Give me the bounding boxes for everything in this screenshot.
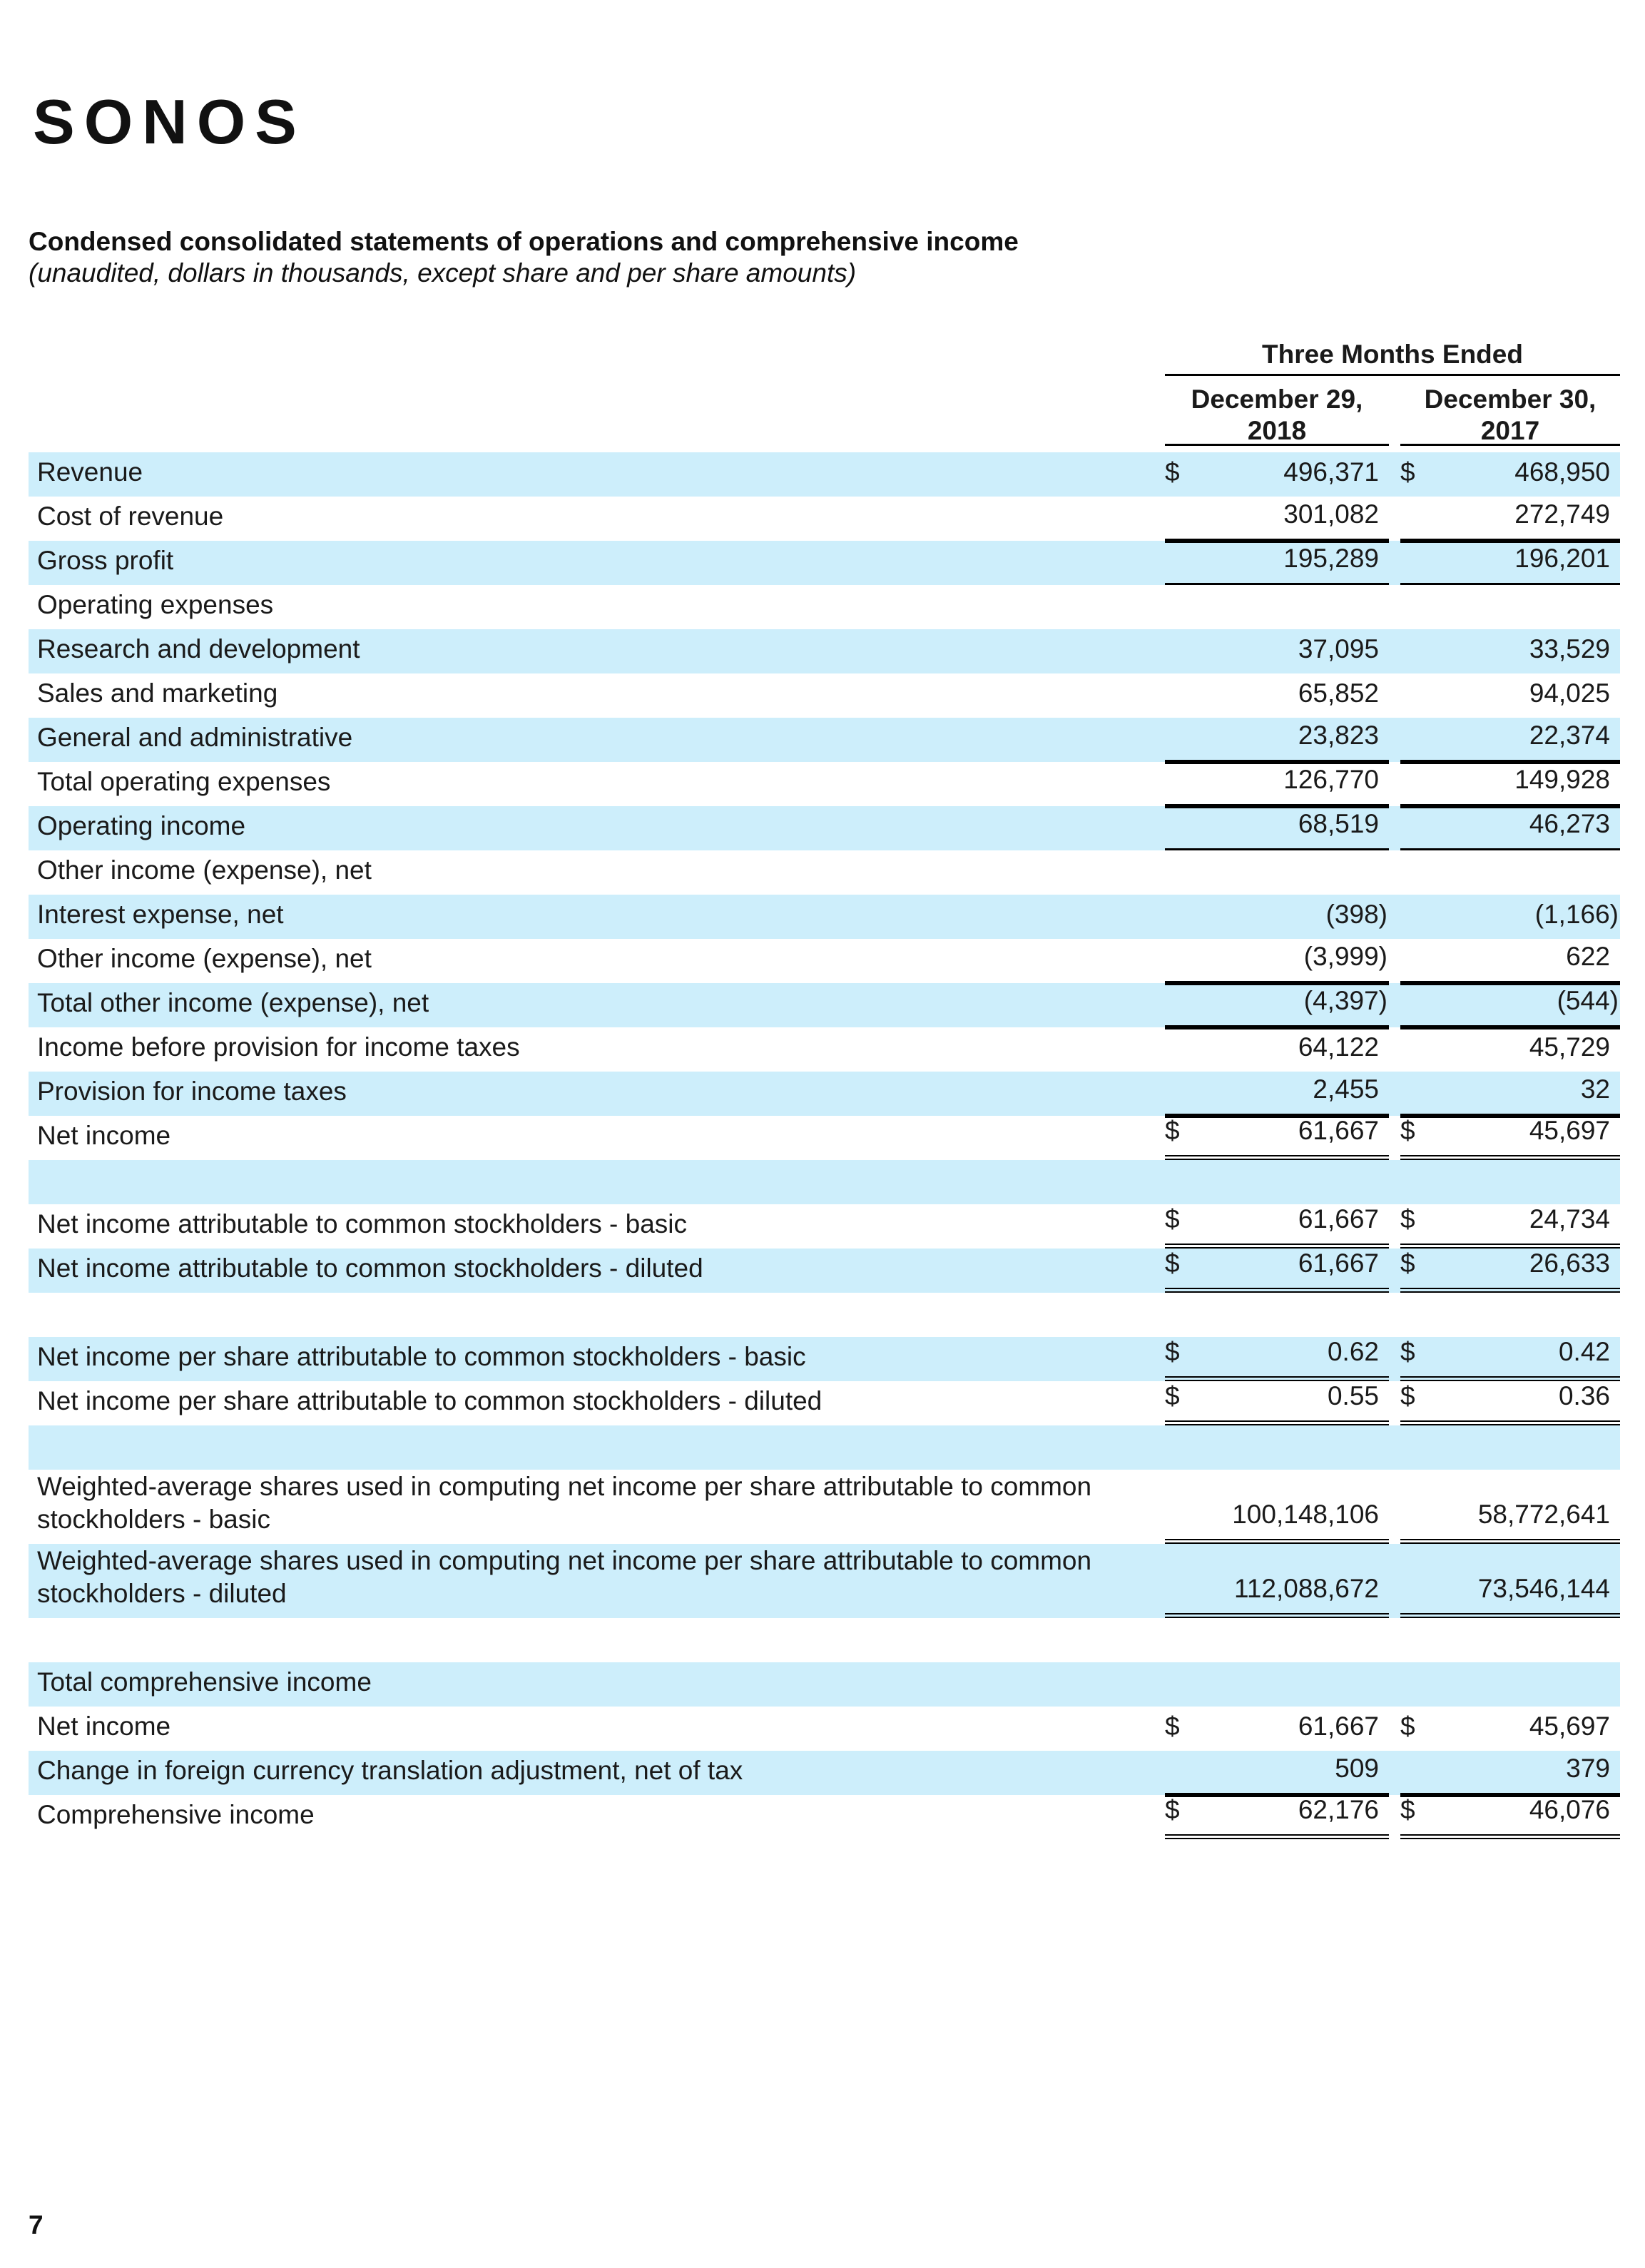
table-row [29, 895, 1620, 939]
statement-title: Condensed consolidated statements of operations and comprehensive income [29, 227, 1019, 256]
value: 196,201 [1514, 544, 1610, 573]
column-header-text: December 30, 2017 [1424, 385, 1596, 445]
value-cell [1400, 718, 1620, 762]
spacer-row [29, 1160, 1620, 1204]
value-cell [1165, 585, 1389, 629]
value: 301,082 [1283, 499, 1379, 529]
table-row [29, 452, 1620, 497]
row-label: Net income per share attributable to common stockholders - basic [37, 1342, 806, 1371]
currency-symbol: $ [1400, 1116, 1415, 1145]
column-header-dec-30-2017 [1400, 384, 1620, 446]
value: 58,772,641 [1477, 1500, 1610, 1529]
value-cell [1400, 1425, 1620, 1470]
value: 62,176 [1298, 1795, 1379, 1824]
value: 195,289 [1283, 544, 1379, 573]
value-cell [1165, 718, 1389, 762]
row-label: Other income (expense), net [37, 944, 372, 973]
value: 496,371 [1283, 457, 1379, 487]
value-cell [1400, 1337, 1620, 1381]
row-label: Sales and marketing [37, 678, 278, 708]
row-label: General and administrative [37, 723, 353, 752]
row-label: Total other income (expense), net [37, 988, 429, 1017]
value: 0.42 [1558, 1337, 1610, 1366]
currency-symbol: $ [1400, 1249, 1415, 1278]
table-row [29, 1751, 1620, 1795]
value-cell [1165, 541, 1389, 585]
value-cell [1165, 1751, 1389, 1795]
value-cell [1400, 1249, 1620, 1293]
row-label: Other income (expense), net [37, 855, 372, 885]
value: 26,633 [1529, 1249, 1610, 1278]
value: 509 [1335, 1754, 1379, 1783]
value-cell [1165, 1027, 1389, 1072]
table-row [29, 497, 1620, 541]
row-label: Net income per share attributable to common stockholders - diluted [37, 1386, 822, 1415]
row-label: Net income attributable to common stockholders - basic [37, 1209, 688, 1239]
currency-symbol: $ [1165, 1381, 1180, 1410]
value-cell [1400, 1707, 1620, 1751]
value: (3,999) [1303, 942, 1387, 971]
value-cell [1165, 1072, 1389, 1116]
value-cell [1400, 1662, 1620, 1707]
value-cell [1400, 850, 1620, 895]
value-cell [1400, 452, 1620, 497]
currency-symbol: $ [1400, 1795, 1415, 1824]
value-cell [1400, 673, 1620, 718]
value: 0.55 [1327, 1381, 1379, 1410]
value-cell [1400, 1204, 1620, 1249]
row-label: Change in foreign currency translation adjustment, net of tax [37, 1756, 743, 1785]
row-label: Cost of revenue [37, 502, 224, 531]
value-cell [1165, 1337, 1389, 1381]
value-cell [1400, 1618, 1620, 1662]
value: 272,749 [1514, 499, 1610, 529]
table-row [29, 585, 1620, 629]
currency-symbol: $ [1165, 1204, 1180, 1234]
value-cell [1165, 1662, 1389, 1707]
row-label: Income before provision for income taxes [37, 1032, 520, 1062]
value: 2,455 [1313, 1074, 1379, 1104]
row-label: Weighted-average shares used in computing net income per share attributable to common stockholders - diluted [37, 1546, 1092, 1608]
value-cell [1400, 1751, 1620, 1795]
row-label: Net income attributable to common stockholders - diluted [37, 1253, 703, 1283]
column-header-dec-29-2018 [1165, 384, 1389, 446]
value-cell [1165, 1293, 1389, 1337]
value: 46,076 [1529, 1795, 1610, 1824]
table-row [29, 1027, 1620, 1072]
value: 149,928 [1514, 765, 1610, 794]
value-cell [1165, 1381, 1389, 1425]
currency-symbol: $ [1400, 457, 1415, 487]
table-row [29, 1470, 1620, 1544]
row-label: Operating income [37, 811, 246, 840]
value: (398) [1325, 900, 1387, 929]
currency-symbol: $ [1165, 1712, 1180, 1741]
value: 622 [1566, 942, 1610, 971]
value-cell [1400, 1293, 1620, 1337]
table-row [29, 1662, 1620, 1707]
value-cell [1165, 1425, 1389, 1470]
value-cell [1400, 806, 1620, 850]
value-cell [1400, 1795, 1620, 1839]
value-cell [1165, 1116, 1389, 1160]
table-row [29, 939, 1620, 983]
table-row [29, 1249, 1620, 1293]
row-label: Operating expenses [37, 590, 274, 619]
statement-subtitle: (unaudited, dollars in thousands, except share and per share amounts) [29, 258, 857, 288]
value-cell [1400, 762, 1620, 806]
value: 68,519 [1298, 809, 1379, 838]
value-cell [1165, 1204, 1389, 1249]
value-cell [1400, 1544, 1620, 1618]
value: 100,148,106 [1232, 1500, 1379, 1529]
value: 24,734 [1529, 1204, 1610, 1234]
value: 112,088,672 [1233, 1574, 1379, 1603]
table-row [29, 1707, 1620, 1751]
value: 61,667 [1298, 1116, 1379, 1145]
table-row [29, 629, 1620, 673]
value-cell [1165, 850, 1389, 895]
value-cell [1165, 895, 1389, 939]
value-cell [1400, 629, 1620, 673]
row-label: Total operating expenses [37, 767, 331, 796]
value: 45,697 [1529, 1712, 1610, 1741]
column-header-text: December 29, 2018 [1191, 385, 1363, 445]
value: 0.62 [1327, 1337, 1379, 1366]
value-cell [1400, 939, 1620, 983]
spacer-row [29, 1618, 1620, 1662]
value-cell [1400, 1470, 1620, 1544]
table-row [29, 1381, 1620, 1425]
value-cell [1165, 939, 1389, 983]
row-label: Provision for income taxes [37, 1077, 347, 1106]
value-cell [1400, 1116, 1620, 1160]
value-cell [1165, 1707, 1389, 1751]
value: (544) [1557, 986, 1619, 1015]
value: 37,095 [1298, 634, 1379, 663]
value: 45,729 [1529, 1032, 1610, 1062]
value-cell [1165, 1160, 1389, 1204]
table-row [29, 1116, 1620, 1160]
value: 32 [1580, 1074, 1610, 1104]
value: 22,374 [1529, 721, 1610, 750]
table-row [29, 673, 1620, 718]
value-cell [1400, 541, 1620, 585]
value-cell [1165, 806, 1389, 850]
table-row [29, 1544, 1620, 1618]
value: 0.36 [1558, 1381, 1610, 1410]
value-cell [1165, 673, 1389, 718]
row-label: Revenue [37, 457, 143, 487]
value: 64,122 [1298, 1032, 1379, 1062]
sonos-logo: SONOS [33, 86, 306, 157]
currency-symbol: $ [1400, 1712, 1415, 1741]
value: 45,697 [1529, 1116, 1610, 1145]
value-cell [1165, 1249, 1389, 1293]
value-cell [1400, 1027, 1620, 1072]
value-cell [1400, 1381, 1620, 1425]
financial-table [29, 452, 1620, 1839]
table-row [29, 762, 1620, 806]
value: 33,529 [1529, 634, 1610, 663]
table-row [29, 1337, 1620, 1381]
row-label: Interest expense, net [37, 900, 284, 929]
value: 61,667 [1298, 1249, 1379, 1278]
row-label: Research and development [37, 634, 360, 663]
value-cell [1165, 762, 1389, 806]
value: 61,667 [1298, 1204, 1379, 1234]
value-cell [1165, 1795, 1389, 1839]
value-cell [1165, 983, 1389, 1027]
currency-symbol: $ [1165, 1337, 1180, 1366]
row-label: Comprehensive income [37, 1800, 315, 1829]
currency-symbol: $ [1400, 1337, 1415, 1366]
currency-symbol: $ [1400, 1204, 1415, 1234]
spacer-row [29, 1293, 1620, 1337]
value: (1,166) [1534, 900, 1619, 929]
value-cell [1400, 895, 1620, 939]
value: 23,823 [1298, 721, 1379, 750]
value: 379 [1566, 1754, 1610, 1783]
row-label: Net income [37, 1121, 171, 1150]
value: 126,770 [1283, 765, 1379, 794]
value-cell [1165, 629, 1389, 673]
value-cell [1400, 1072, 1620, 1116]
value-cell [1400, 585, 1620, 629]
value: 468,950 [1514, 457, 1610, 487]
table-row [29, 1795, 1620, 1839]
period-header: Three Months Ended [1165, 335, 1620, 376]
row-label: Total comprehensive income [37, 1667, 372, 1697]
page-number: 7 [29, 2210, 44, 2239]
value-cell [1165, 497, 1389, 541]
currency-symbol: $ [1165, 1116, 1180, 1145]
value-cell [1400, 497, 1620, 541]
table-row [29, 718, 1620, 762]
table-row [29, 983, 1620, 1027]
value: 94,025 [1529, 678, 1610, 708]
row-label: Gross profit [37, 546, 174, 575]
value: 73,546,144 [1477, 1574, 1610, 1603]
value-cell [1165, 1544, 1389, 1618]
value: 61,667 [1298, 1712, 1379, 1741]
table-row [29, 1204, 1620, 1249]
table-row [29, 850, 1620, 895]
currency-symbol: $ [1400, 1381, 1415, 1410]
table-row [29, 806, 1620, 850]
currency-symbol: $ [1165, 457, 1180, 487]
currency-symbol: $ [1165, 1795, 1180, 1824]
value: 46,273 [1529, 809, 1610, 838]
value-cell [1165, 1618, 1389, 1662]
table-row [29, 1072, 1620, 1116]
value-cell [1165, 1470, 1389, 1544]
table-row [29, 541, 1620, 585]
value-cell [1400, 983, 1620, 1027]
row-label: Net income [37, 1712, 171, 1741]
row-label: Weighted-average shares used in computing net income per share attributable to common stockholders - basic [37, 1472, 1092, 1534]
value: 65,852 [1298, 678, 1379, 708]
value-cell [1165, 452, 1389, 497]
spacer-row [29, 1425, 1620, 1470]
value: (4,397) [1303, 986, 1387, 1015]
value-cell [1400, 1160, 1620, 1204]
currency-symbol: $ [1165, 1249, 1180, 1278]
